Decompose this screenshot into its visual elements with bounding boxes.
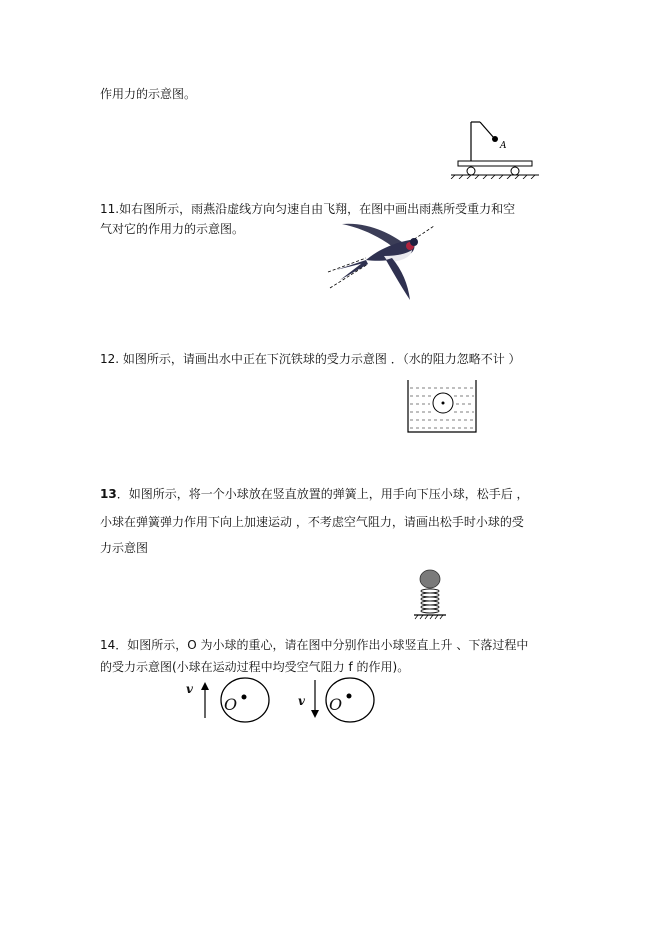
question-13-line-1 [100,486,529,502]
text-line-intro: 作用力的示意图。 [100,87,197,101]
center-label-up: O [224,695,238,714]
swallow-figure [326,220,436,300]
question-14-line-2: 的受力示意图(小球在运动过程中均受空气阻力 f 的作用)。 [100,660,410,674]
question-13-number: 13 [100,487,117,501]
velocity-label-up: v [186,682,193,696]
spring-ball-figure [410,568,450,622]
question-11-line-1: 11.如右图所示，雨燕沿虚线方向匀速自由飞翔，在图中画出雨燕所受重力和空 [100,202,516,216]
cart-pendulum-figure [447,117,547,179]
question-11-line-2: 气对它的作用力的示意图。 [100,222,245,236]
velocity-label-down: v [298,694,305,708]
question-13-text: ．如图所示，将一个小球放在竖直放置的弹簧上，用手向下压小球，松手后 ， [116,487,529,501]
question-12: 12. 如图所示，请画出水中正在下沉铁球的受力示意图 ．（水的阻力忽略不计 ） [100,352,521,366]
arrow-down-icon [309,680,321,720]
question-13-line-2: 小球在弹簧弹力作用下向上加速运动 ，不考虑空气阻力，请画出松手时小球的受 [100,515,524,529]
center-label-down: O [329,695,343,714]
arrow-up-icon [199,682,211,722]
falling-ball-figure [296,676,384,724]
point-a-label: A [500,141,507,151]
rising-ball-figure [184,676,276,724]
question-13-line-3: 力示意图 [100,541,149,555]
question-14-line-1: 14．如图所示，O 为小球的重心，请在图中分别作出小球竖直上升 、下落过程中 [100,638,529,652]
beaker-ball-figure [406,378,478,434]
